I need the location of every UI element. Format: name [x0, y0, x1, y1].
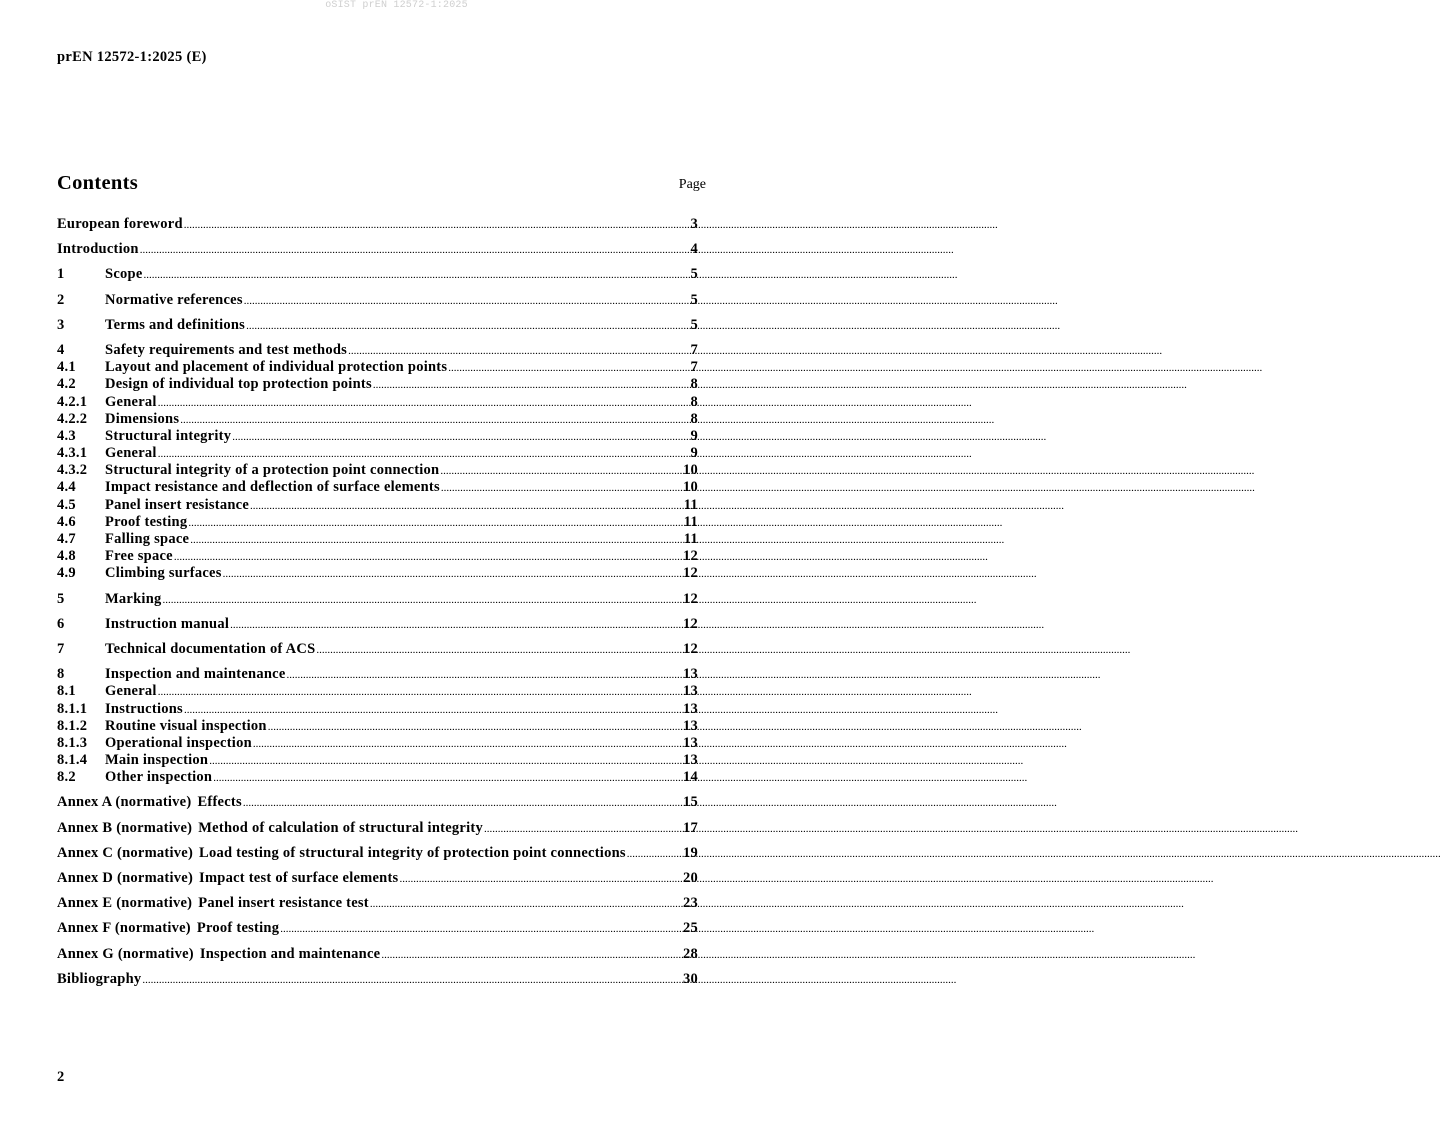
toc-entry-8: [57, 666, 698, 683]
document-header: prEN 12572-1:2025 (E): [57, 49, 207, 65]
toc-entry-2: [57, 292, 698, 309]
toc-entry-page: 12: [683, 565, 698, 582]
toc-entry-4-4: [57, 479, 698, 496]
toc-entry-8-1-4: [57, 752, 698, 769]
toc-entry-title: Proof testing: [105, 513, 188, 530]
toc-entry-6: [57, 616, 698, 633]
toc-entry-annex-a: [57, 794, 698, 811]
dot-leader: [246, 318, 688, 335]
toc-annex-label: Annex E (normative): [57, 895, 193, 912]
toc-entry-4-7: [57, 531, 698, 548]
dot-leader: [250, 498, 682, 515]
dot-leader: [268, 719, 681, 736]
toc-entry-title: Main inspection: [105, 752, 209, 769]
toc-entry-title: Panel insert resistance test: [198, 895, 369, 912]
dot-leader: [140, 242, 689, 259]
toc-entry-page: 8: [690, 376, 698, 393]
dot-leader: [158, 446, 689, 463]
toc-entry-4-3: [57, 428, 698, 445]
toc-entry-page: 5: [690, 266, 698, 283]
toc-annex-label: Annex F (normative): [57, 920, 191, 937]
toc-entry-page: 14: [683, 769, 698, 786]
toc-entry-number: 4.7: [57, 531, 76, 547]
toc-entry-number: 8.1.3: [57, 734, 88, 751]
toc-entry-4-5: [57, 497, 698, 514]
toc-entry-title: Free space: [105, 548, 173, 565]
toc-entry-5: [57, 591, 698, 608]
toc-entry-number: 4.2.2: [57, 410, 88, 427]
toc-entry-page: 5: [690, 316, 698, 333]
watermark: oSIST prEN 12572-1:2025: [325, 0, 468, 11]
toc-entry-page: 8: [690, 410, 698, 427]
toc-entry-page: 12: [683, 615, 698, 632]
toc-entry-title: Normative references: [105, 291, 243, 308]
dot-leader: [213, 770, 681, 787]
toc-entry-page: 23: [683, 895, 698, 912]
toc-entry-title: Operational inspection: [105, 734, 252, 751]
dot-leader: [370, 896, 681, 913]
toc-entry-number: 4: [57, 341, 65, 358]
toc-entry-page: 12: [683, 590, 698, 607]
toc-entry-8-1: [57, 683, 698, 700]
toc-entry-title: Layout and placement of individual protection points: [105, 359, 448, 376]
toc-entry-number: 4.2.1: [57, 393, 88, 410]
toc-entry-title: Structural integrity of a protection point connection: [105, 462, 440, 479]
toc-entry-number: 8.1.2: [57, 717, 88, 734]
toc-entry-4-8: [57, 548, 698, 565]
dot-leader: [348, 343, 688, 360]
toc-entry-annex-d: [57, 870, 698, 887]
toc-entry-title: Climbing surfaces: [105, 565, 222, 582]
toc-entry-title: Scope: [105, 266, 143, 283]
toc-entry-title: Terms and definitions: [105, 316, 246, 333]
contents-heading: Contents: [57, 172, 138, 194]
dot-leader: [158, 684, 681, 701]
toc-entry-page: 25: [683, 920, 698, 937]
toc-entry-4-3-1: [57, 445, 698, 462]
toc-entry-title: Impact test of surface elements: [199, 870, 399, 886]
toc-entry-number: 4.1: [57, 359, 76, 376]
dot-leader: [280, 921, 681, 938]
dot-leader: [373, 377, 689, 394]
toc-entry-4-9: [57, 565, 698, 582]
toc-entry-8-1-1: [57, 701, 698, 718]
toc-entry-8-1-3: [57, 735, 698, 752]
dot-leader: [381, 947, 681, 964]
dot-leader: [244, 293, 689, 310]
dot-leader: [316, 642, 681, 659]
toc-entry-number: 8.1.1: [57, 700, 88, 717]
toc-entry-bibliography: [57, 971, 698, 988]
toc-entry-title: Structural integrity: [105, 427, 232, 444]
toc-entry-page: 13: [683, 683, 698, 700]
page-number: 2: [57, 1069, 65, 1085]
dot-leader: [399, 871, 681, 888]
toc-entry-page: 10: [683, 479, 698, 496]
toc-entry-annex-e: [57, 895, 698, 912]
toc-annex-label: Annex B (normative): [57, 819, 193, 836]
toc-entry-title: Inspection and maintenance: [199, 945, 381, 962]
dot-leader: [180, 412, 688, 429]
dot-leader: [184, 217, 689, 234]
toc-entry-page: 13: [683, 700, 698, 717]
dot-leader: [484, 821, 681, 838]
dot-leader: [232, 429, 688, 446]
toc-entry-number: 8.2: [57, 769, 76, 786]
toc-entry-page: 30: [683, 970, 698, 987]
dot-leader: [253, 736, 681, 753]
dot-leader: [243, 795, 681, 812]
toc-entry-title: Load testing of structural integrity of protection point connections: [199, 844, 626, 861]
toc-entry-page: 11: [683, 513, 698, 530]
toc-entry-page: 11: [683, 496, 698, 513]
toc-entry-european-foreword: [57, 216, 698, 233]
toc-entry-number: 4.2: [57, 376, 76, 393]
toc-entry-number: 2: [57, 291, 65, 308]
toc-entry-4: [57, 342, 698, 359]
toc-entry-title: Effects: [197, 794, 242, 811]
toc-entry-title: Method of calculation of structural integrity: [198, 819, 483, 836]
toc-entry-page: 13: [683, 734, 698, 751]
toc-entry-title: Bibliography: [57, 970, 142, 987]
toc-entry-page: 11: [683, 531, 698, 547]
toc-annex-label: Annex G (normative): [57, 945, 194, 962]
toc-annex-label: Annex A (normative): [57, 794, 192, 811]
dot-leader: [287, 667, 681, 684]
toc-entry-7: [57, 641, 698, 658]
toc-entry-number: 4.4: [57, 479, 76, 496]
toc-entry-title: Other inspection: [105, 769, 213, 786]
toc-entry-number: 6: [57, 615, 65, 632]
toc-entry-title: Falling space: [105, 531, 190, 547]
toc-entry-page: 5: [690, 291, 698, 308]
toc-entry-page: 9: [690, 445, 698, 462]
toc-entry-page: 10: [683, 462, 698, 479]
dot-leader: [142, 972, 681, 989]
toc-entry-page: 9: [690, 427, 698, 444]
toc-entry-page: 15: [683, 794, 698, 811]
dot-leader: [440, 463, 681, 480]
toc-entry-number: 8.1.4: [57, 752, 88, 769]
toc-entry-title: General: [105, 683, 157, 700]
toc-entry-4-2: [57, 376, 698, 393]
toc-entry-page: 13: [683, 752, 698, 769]
toc-entry-annex-b: [57, 820, 698, 837]
toc-entry-3: [57, 317, 698, 334]
toc-entry-page: 19: [683, 844, 698, 861]
toc-entry-title: Introduction: [57, 241, 139, 258]
toc-entry-title: Panel insert resistance: [105, 496, 250, 513]
toc-entry-page: 8: [690, 393, 698, 410]
toc-entry-page: 3: [690, 216, 698, 232]
toc-entry-annex-f: [57, 920, 698, 937]
toc-entry-title: General: [105, 445, 157, 462]
toc-entry-number: 8.1: [57, 683, 76, 700]
page-column-label: Page: [678, 177, 706, 192]
toc-entry-title: European foreword: [57, 216, 183, 232]
dot-leader: [448, 360, 688, 377]
toc-entry-number: 4.8: [57, 548, 76, 565]
toc-entry-annex-g: [57, 946, 698, 963]
toc-entry-title: General: [105, 393, 157, 410]
toc-entry-number: 4.5: [57, 496, 76, 513]
toc-entry-number: 4.3: [57, 427, 76, 444]
toc-entry-title: Routine visual inspection: [105, 717, 267, 734]
dot-leader: [209, 753, 681, 770]
dot-leader: [158, 395, 689, 412]
toc-entry-number: 4.3.2: [57, 462, 88, 479]
dot-leader: [223, 566, 681, 583]
toc-entry-page: 17: [683, 819, 698, 836]
toc-entry-4-3-2: [57, 462, 698, 479]
toc-entry-4-1: [57, 359, 698, 376]
dot-leader: [188, 515, 681, 532]
toc-annex-label: Annex D (normative): [57, 870, 194, 886]
toc-entry-page: 12: [683, 548, 698, 565]
toc-entry-number: 1: [57, 266, 65, 283]
toc-entry-page: 20: [683, 870, 698, 886]
dot-leader: [230, 617, 681, 634]
toc-entry-page: 28: [683, 945, 698, 962]
toc-entry-number: 8: [57, 666, 65, 683]
toc-entry-title: Proof testing: [196, 920, 280, 937]
toc-entry-number: 7: [57, 640, 65, 657]
toc-entry-annex-c: [57, 845, 698, 862]
dot-leader: [190, 532, 682, 549]
toc-entry-title: Dimensions: [105, 410, 180, 427]
toc-entry-number: 5: [57, 590, 65, 607]
dot-leader: [627, 846, 681, 863]
toc-entry-1: [57, 266, 698, 283]
toc-entry-page: 13: [683, 666, 698, 683]
toc-entry-introduction: [57, 241, 698, 258]
toc-entry-number: 3: [57, 316, 65, 333]
toc-entry-title: Technical documentation of ACS: [105, 640, 316, 657]
dot-leader: [174, 549, 681, 566]
toc-entry-page: 4: [690, 241, 698, 258]
dot-leader: [184, 702, 681, 719]
toc-entry-title: Impact resistance and deflection of surface elements: [105, 479, 440, 496]
toc-entry-number: 4.3.1: [57, 445, 88, 462]
table-of-contents: [57, 216, 698, 988]
toc-entry-page: 12: [683, 640, 698, 657]
toc-entry-4-2-1: [57, 394, 698, 411]
toc-entry-page: 7: [690, 341, 698, 358]
toc-entry-4-2-2: [57, 411, 698, 428]
toc-entry-8-2: [57, 769, 698, 786]
toc-entry-title: Instructions: [105, 700, 183, 717]
toc-entry-8-1-2: [57, 718, 698, 735]
dot-leader: [441, 480, 681, 497]
toc-entry-number: 4.9: [57, 565, 76, 582]
toc-entry-4-6: [57, 514, 698, 531]
dot-leader: [144, 267, 689, 284]
toc-annex-label: Annex C (normative): [57, 844, 194, 861]
toc-entry-title: Inspection and maintenance: [105, 666, 286, 683]
toc-entry-title: Marking: [105, 590, 162, 607]
toc-entry-title: Instruction manual: [105, 615, 230, 632]
toc-entry-page: 7: [690, 359, 698, 376]
toc-entry-title: Design of individual top protection points: [105, 376, 372, 393]
toc-entry-title: Safety requirements and test methods: [105, 341, 348, 358]
toc-entry-page: 13: [683, 717, 698, 734]
toc-entry-number: 4.6: [57, 513, 76, 530]
dot-leader: [163, 592, 681, 609]
